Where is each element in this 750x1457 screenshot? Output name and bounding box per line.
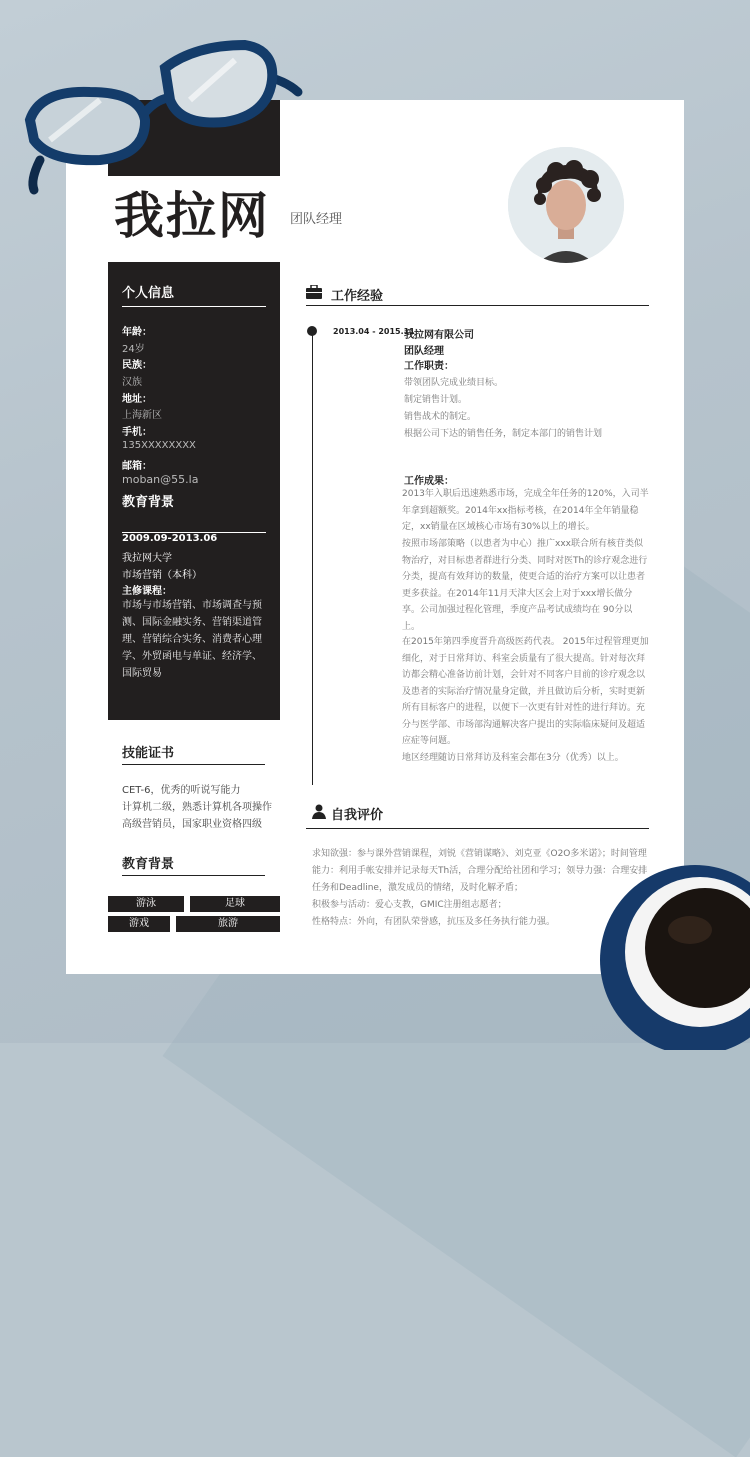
duty-item: 根据公司下达的销售任务，制定本部门的销售计划 bbox=[404, 429, 603, 439]
duty-item: 制定销售计划。 bbox=[404, 395, 468, 405]
divider bbox=[306, 305, 649, 306]
candidate-name: 我拉网 bbox=[114, 187, 270, 245]
edu-course-label: 主修课程： bbox=[122, 586, 172, 597]
self-eval-title: 自我评价 bbox=[331, 808, 384, 823]
edu-school: 我拉网大学 bbox=[122, 553, 172, 564]
field-label: 地址： bbox=[122, 394, 152, 405]
edu-major: 市场营销（本科） bbox=[122, 570, 202, 581]
briefcase-icon bbox=[306, 285, 322, 299]
divider bbox=[306, 828, 649, 829]
self-eval-line: 积极参与活动：爱心支教，GMIC注册组志愿者； bbox=[312, 900, 507, 910]
hobby-tag: 游戏 bbox=[108, 916, 170, 932]
timeline-line bbox=[312, 330, 313, 785]
divider bbox=[122, 764, 265, 765]
person-icon bbox=[312, 804, 326, 819]
achievement-item: 在2015年第四季度晋升高级医药代表。 2015年过程管理更加细化，对于日常拜访、科室会质量有了很大提高。针对每次拜访都会精心准备访前计划，会针对不同客户目前的诊疗观念以及患者的实际治疗情况量身定做，并且做访后分析，实时更新所有目标客户的进程，以便下一次更有针对性的进行拜访。充分与医学部、市场部沟通解决客户提出的实际临床疑问及超适应症等问题。 bbox=[402, 637, 649, 746]
avatar bbox=[508, 147, 624, 263]
edu-period: 2009.09-2013.06 bbox=[122, 533, 218, 544]
self-eval-line: 求知欲强：参与课外营销课程，刘锐《营销谋略》、刘克亚《O2O多米诺》；时间管理能力：利用手帐安排并记录每天Th活，合理分配给社团和学习；领导力强：合理安排任务和Deadline，激发成员的情绪，及时化解矛盾； bbox=[312, 849, 648, 893]
achievement-item: 2013年入职后迅速熟悉市场，完成全年任务的120%，入司半年拿到超额奖。2014年xx指标考核，在2014年全年销量稳定，xx销量在区域核心市场有30%以上的增长。 bbox=[402, 489, 649, 532]
field-value: 24岁 bbox=[122, 344, 145, 355]
hobby-tag: 游泳 bbox=[108, 896, 184, 912]
skill-item: 高级营销员，国家职业资格四级 bbox=[122, 819, 262, 830]
sidebar bbox=[108, 262, 280, 720]
personal-info-title: 个人信息 bbox=[122, 286, 175, 301]
edu-courses: 市场与市场营销、市场调查与预测、国际金融实务、营销渠道管理、营销综合实务、消费者心理学、外贸函电与单证、经济学、国际贸易 bbox=[122, 600, 262, 679]
self-eval-line: 性格特点：外向，有团队荣誉感，抗压及多任务执行能力强。 bbox=[312, 917, 556, 927]
divider bbox=[122, 875, 265, 876]
field-label: 民族： bbox=[122, 360, 152, 371]
glasses-illustration bbox=[20, 20, 310, 200]
work-title: 工作经验 bbox=[331, 289, 384, 304]
work-date: 2013.04 - 2015.11 bbox=[333, 327, 415, 336]
duty-item: 销售战术的制定。 bbox=[404, 412, 477, 422]
field-value: 汉族 bbox=[122, 377, 142, 388]
coffee-cup-illustration bbox=[590, 840, 750, 1050]
hobbies-title: 教育背景 bbox=[122, 857, 175, 872]
hobby-tag: 旅游 bbox=[176, 916, 280, 932]
divider bbox=[122, 306, 266, 307]
duty-title: 工作职责： bbox=[404, 361, 454, 372]
hobby-tag: 足球 bbox=[190, 896, 280, 912]
email-value: moban@55.la bbox=[122, 473, 199, 486]
avatar-illustration bbox=[508, 147, 624, 263]
achievement-title: 工作成果： bbox=[404, 476, 454, 487]
field-label: 邮箱： bbox=[122, 461, 152, 472]
field-label: 年龄： bbox=[122, 327, 152, 338]
field-value: 上海新区 bbox=[122, 410, 162, 421]
skill-item: 计算机二级，熟悉计算机各项操作 bbox=[122, 802, 272, 813]
education-title: 教育背景 bbox=[122, 495, 175, 510]
field-label: 手机： bbox=[122, 427, 152, 438]
timeline-dot bbox=[307, 326, 317, 336]
achievement-item: 按照市场部策略（以患者为中心）推广xxx联合所有核苷类似物治疗，对目标患者群进行分类、同时对医Th的诊疗观念进行分类，提高有效拜访的数量，使更合适的治疗方案可以让患者更多获益。在2014年11月天津大区会上对于xxx增长做分享。公司加强过程化管理，季度产品考试成绩均在 90分以上。 bbox=[402, 539, 648, 632]
skills-title: 技能证书 bbox=[122, 746, 175, 761]
skill-item: CET-6，优秀的听说写能力 bbox=[122, 785, 241, 796]
duty-item: 带领团队完成业绩目标。 bbox=[404, 378, 504, 388]
work-company: 我拉网有限公司 bbox=[404, 330, 474, 341]
candidate-role: 团队经理 bbox=[290, 212, 343, 227]
work-position: 团队经理 bbox=[404, 346, 444, 357]
achievement-item: 地区经理随访日常拜访及科室会都在3分（优秀）以上。 bbox=[402, 753, 624, 763]
field-value: 135XXXXXXXX bbox=[122, 440, 196, 451]
